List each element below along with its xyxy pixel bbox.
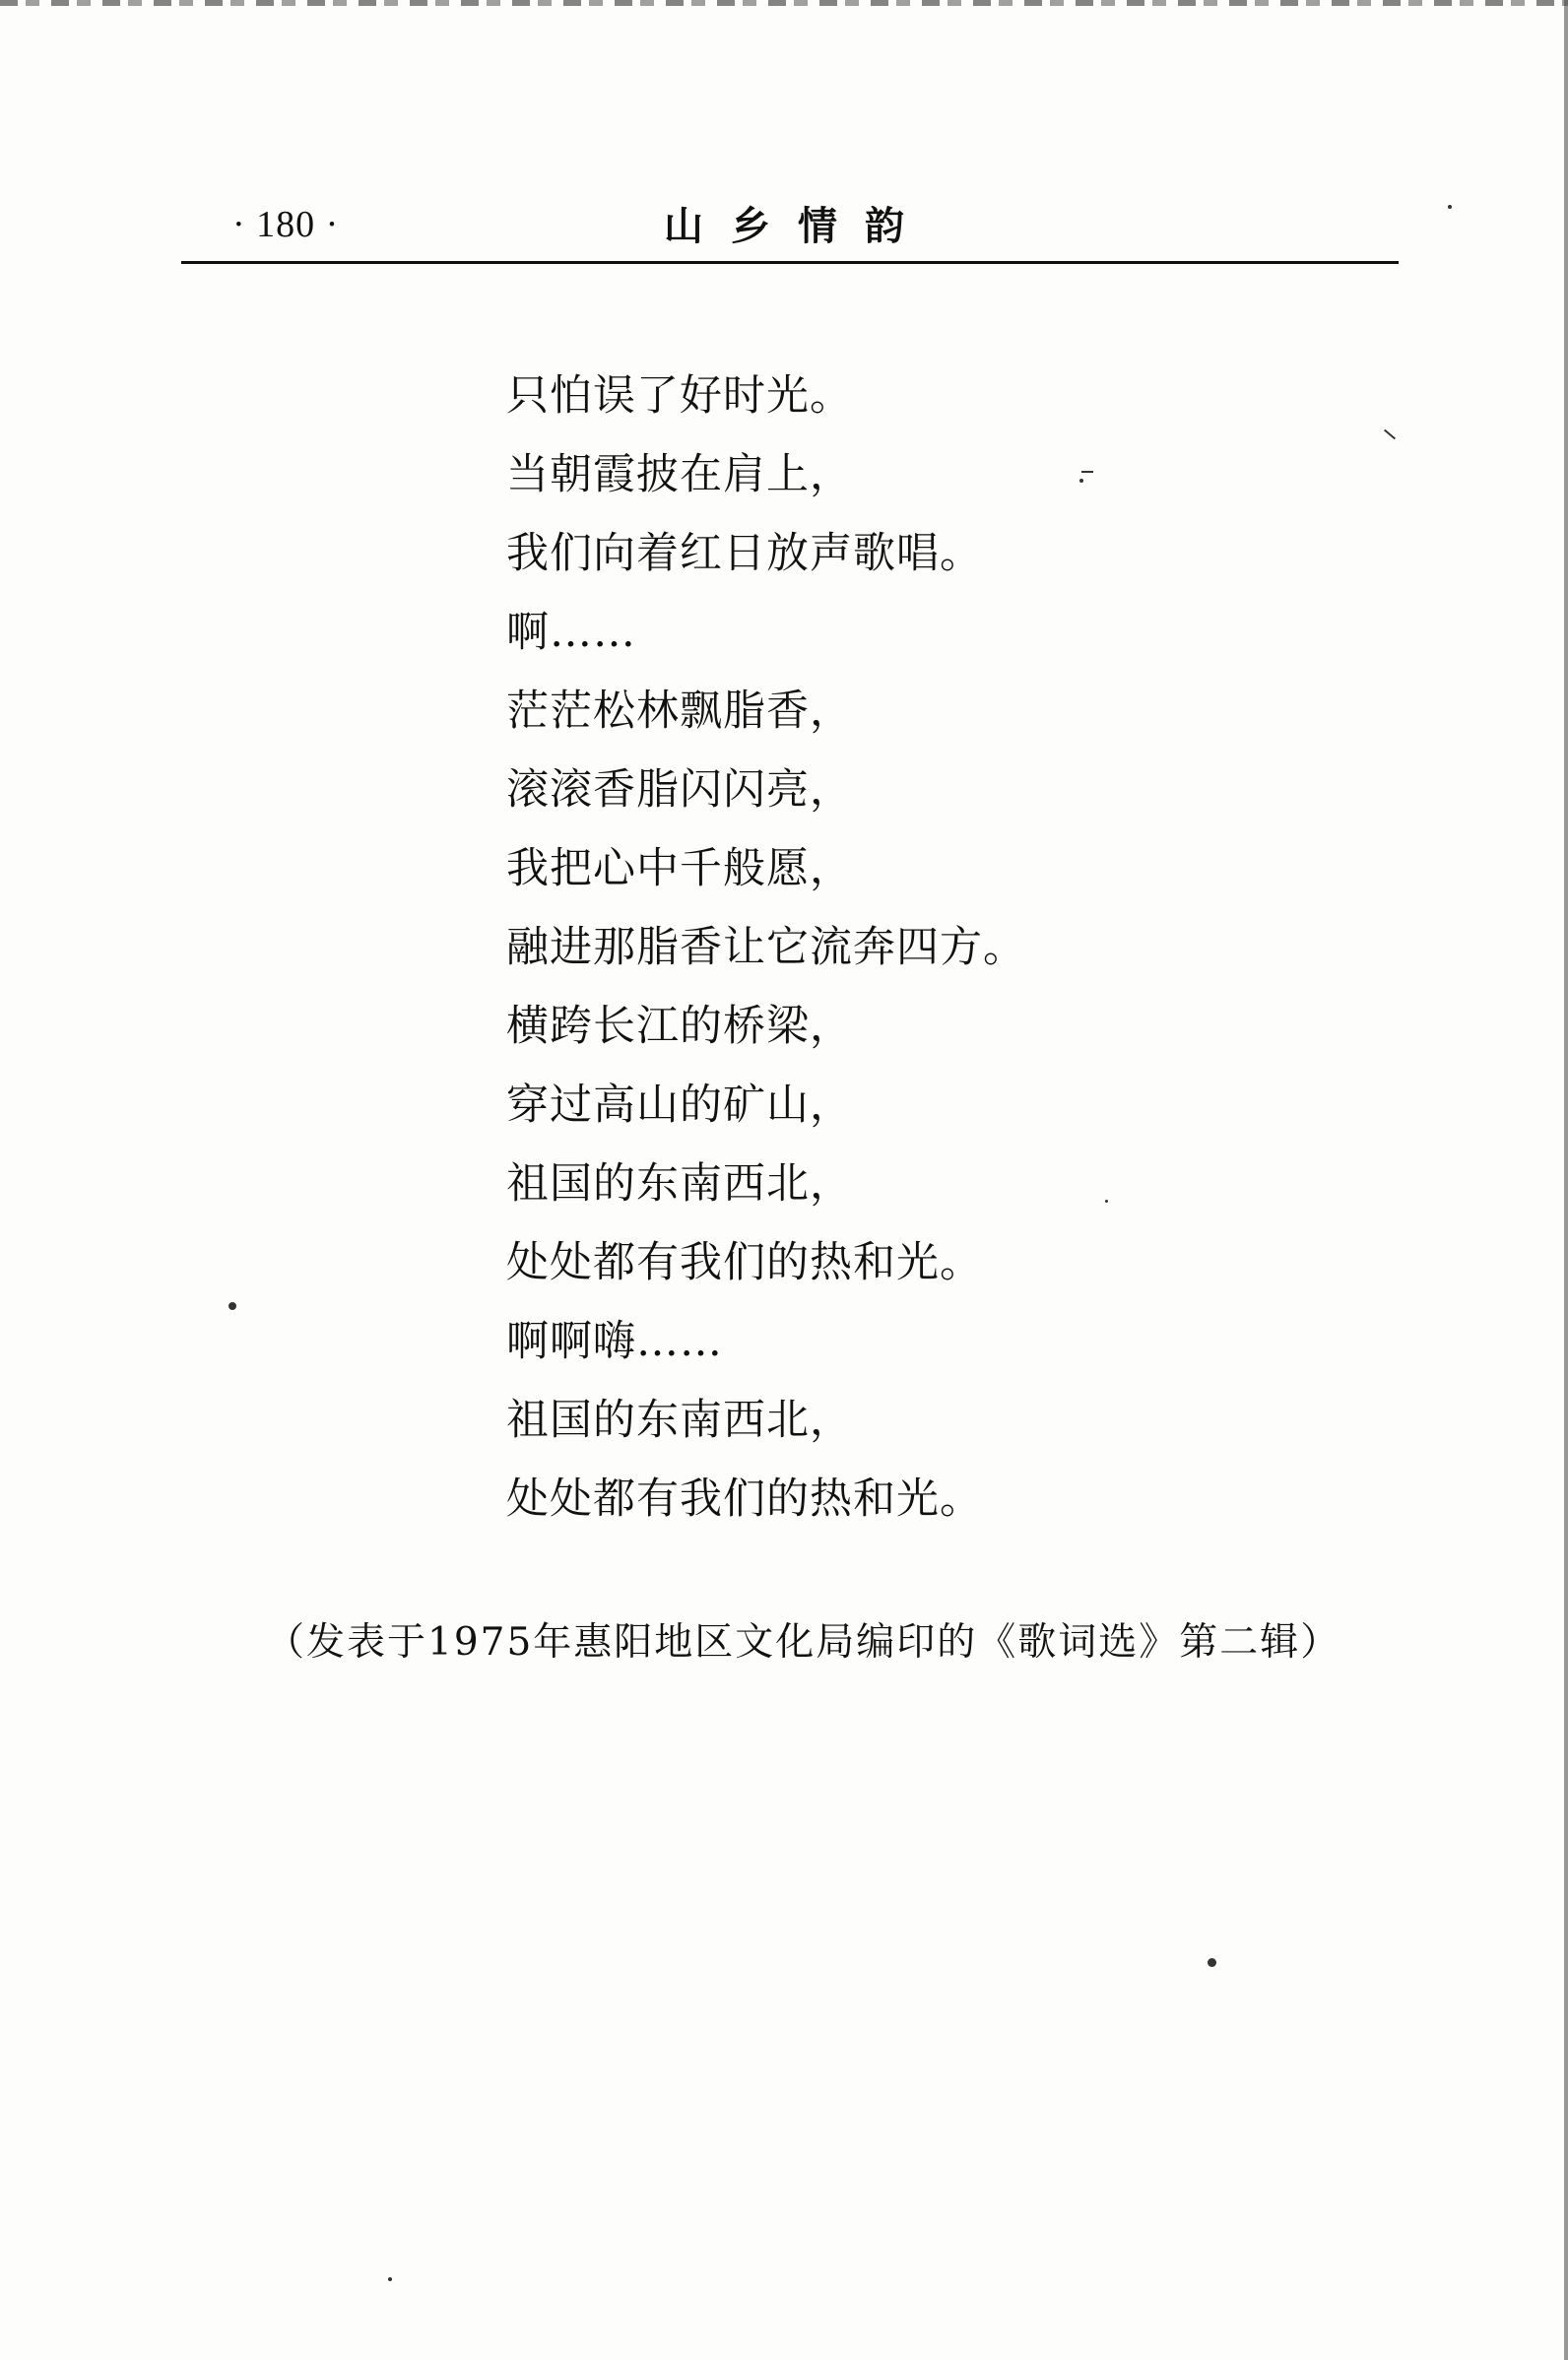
poem-line: 处处都有我们的热和光。 (506, 1238, 983, 1287)
poem-line: 祖国的东南西北， (506, 1159, 853, 1209)
poem-line: 啊啊嗨…… (506, 1317, 723, 1366)
poem-line: 我把心中千般愿， (506, 844, 853, 893)
scan-speck (1105, 1200, 1108, 1203)
poem-line: 我们向着红日放声歌唱。 (506, 529, 983, 578)
scan-speck (1081, 471, 1093, 473)
poem-line: 茫茫松林飘脂香， (506, 687, 853, 736)
publication-note: （发表于1975年惠阳地区文化局编印的《歌词选》第二辑） (266, 1620, 1341, 1665)
scan-speck (229, 1302, 236, 1310)
scan-top-edge (0, 0, 1568, 6)
header-rule (181, 261, 1399, 264)
scan-speck (1208, 1958, 1216, 1967)
scan-right-edge (1564, 0, 1568, 2360)
poem-line: 啊…… (506, 608, 636, 657)
running-title: 山乡情韵 (664, 203, 932, 249)
poem-line: 只怕误了好时光。 (506, 371, 853, 421)
scan-speck (1384, 429, 1396, 440)
poem-line: 横跨长江的桥梁， (506, 1002, 853, 1051)
poem-body (506, 357, 1196, 1539)
poem-line: 滚滚香脂闪闪亮， (506, 765, 853, 815)
scan-speck (1448, 205, 1452, 209)
page-header (181, 193, 1399, 258)
poem-line: 当朝霞披在肩上， (506, 450, 853, 499)
scan-speck (388, 2277, 392, 2281)
poem-line: 处处都有我们的热和光。 (506, 1475, 983, 1524)
poem-line: 穿过高山的矿山， (506, 1081, 853, 1130)
poem-line: 祖国的东南西北， (506, 1396, 853, 1445)
scan-speck (1079, 479, 1083, 483)
poem-line: 融进那脂香让它流奔四方。 (506, 923, 1026, 972)
page-number: · 180 · (232, 204, 340, 245)
